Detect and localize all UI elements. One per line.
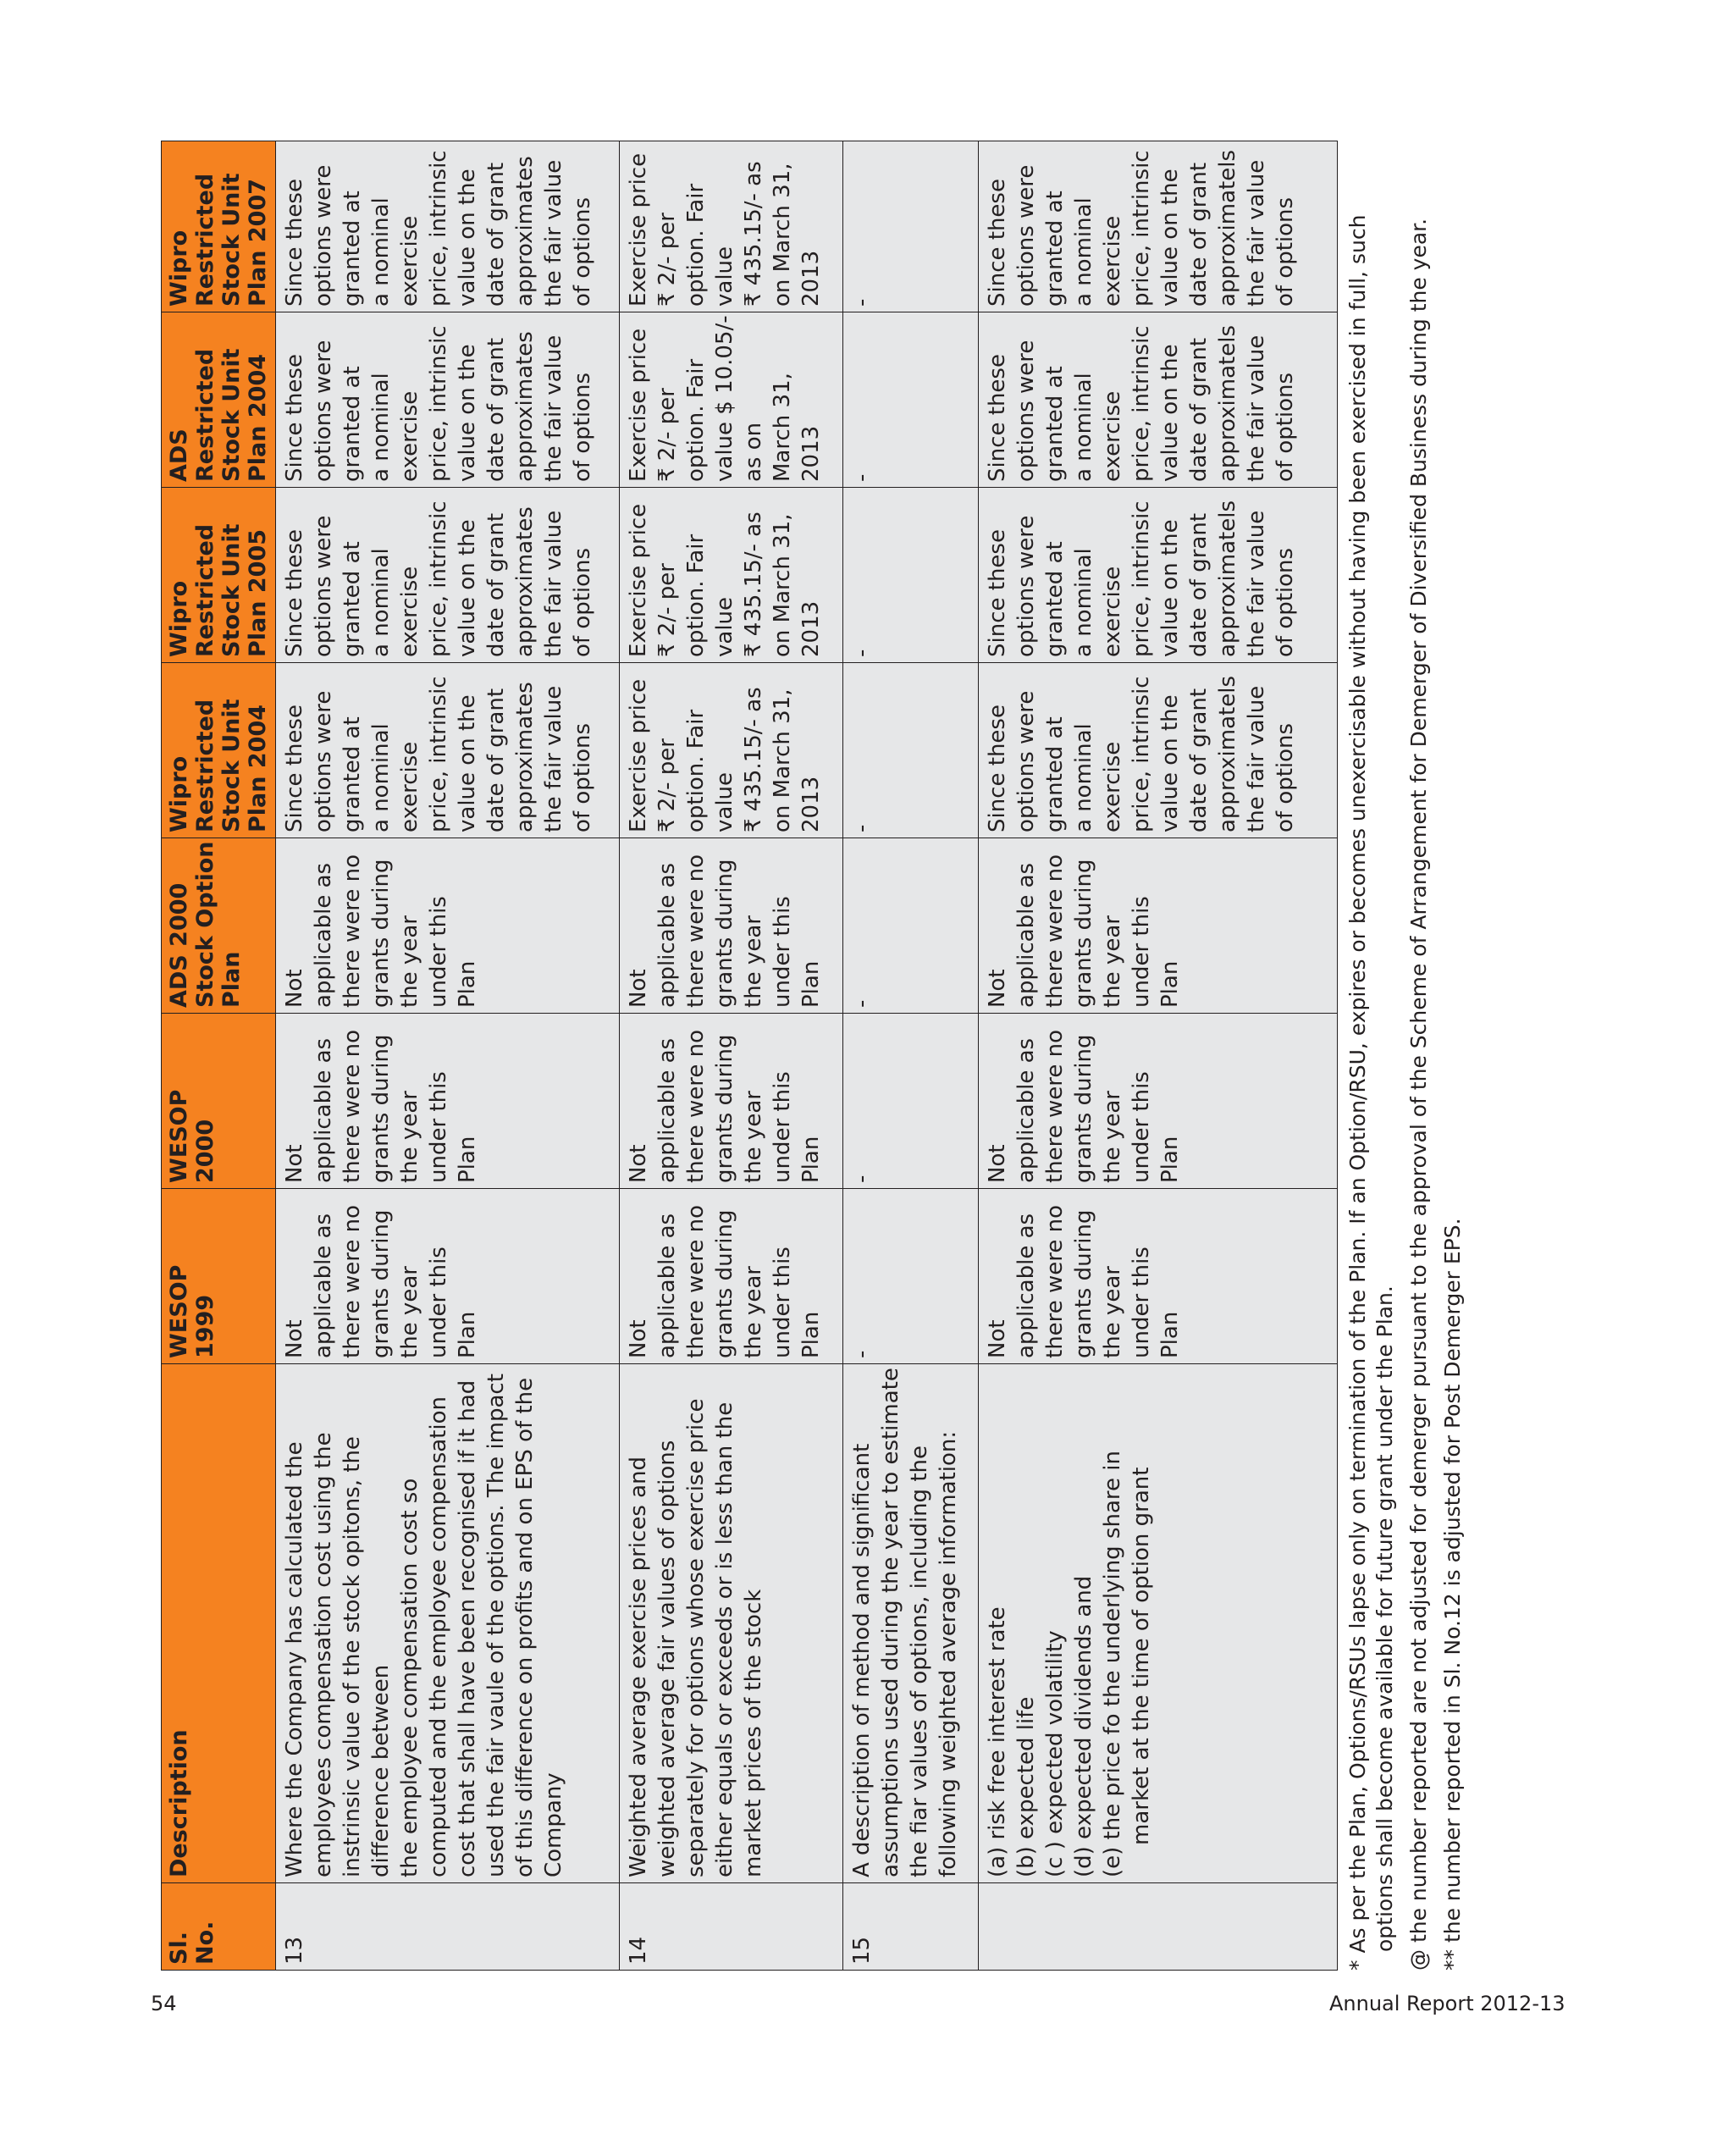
text-line: (a) risk free interest rate (985, 1606, 1010, 1877)
text-line: the year (741, 1266, 766, 1358)
text-line: on March 31, (770, 163, 795, 307)
footnote-line-2: options shall become available for future grant under the Plan. (1372, 1285, 1397, 1952)
header-wrsu-2005 (162, 488, 276, 663)
text-line: A description of method and significant (849, 1443, 875, 1877)
wesop-2000-cell (620, 1014, 843, 1189)
wrsu-2005-cell (620, 488, 843, 663)
text-line: market at the time of option grant (1129, 1467, 1154, 1845)
text-line: difference between (368, 1664, 394, 1877)
text-line: applicable as (311, 862, 336, 1008)
text-line: approximatels (1215, 500, 1240, 657)
text-line: under this (1129, 1247, 1154, 1358)
text-line: Exercise price (626, 678, 651, 832)
text-line: Plan (798, 1311, 824, 1358)
text-line: Since these (282, 179, 307, 307)
text-line: Not (985, 969, 1010, 1008)
text-line: option. Fair (683, 533, 709, 657)
text-line: applicable as (1013, 1037, 1039, 1183)
text-line: Not (282, 969, 307, 1008)
text-line: date of grant (483, 512, 509, 657)
text-line: the year (741, 915, 766, 1008)
text-line: there were no (683, 1029, 709, 1183)
text-line: Since these (985, 354, 1010, 482)
text-line: applicable as (311, 1213, 336, 1358)
text-line: value (712, 596, 737, 657)
wrsu-2005-cell: - (843, 488, 979, 663)
text-line: 2013 (798, 776, 824, 832)
text-line: there were no (1042, 1029, 1068, 1183)
text-line: options were (1013, 690, 1039, 832)
text-line: date of grant (1186, 512, 1212, 657)
table-row (276, 141, 620, 1971)
text-line: grants during (1071, 859, 1096, 1008)
text-line: Wipro (166, 755, 192, 832)
text-line: Since these (282, 529, 307, 657)
text-line: applicable as (654, 1037, 680, 1183)
table-header-row (162, 141, 276, 1971)
text-line: exercise (1100, 741, 1125, 832)
text-line: approximates (512, 331, 538, 482)
text-line: Restricted (192, 348, 218, 482)
text-line: date of grant (483, 337, 509, 482)
text-line: options were (1013, 515, 1039, 657)
text-line: of options (1273, 196, 1298, 307)
text-line: ₹ 435.15/- as (741, 511, 766, 657)
text-line: the fair value (1244, 159, 1269, 307)
text-line: the year (1100, 1091, 1125, 1183)
text-line: Wipro (166, 229, 192, 307)
text-line: there were no (340, 1029, 365, 1183)
text-line: options were (1013, 164, 1039, 307)
text-line: exercise (397, 215, 422, 307)
text-line: approximates (512, 156, 538, 307)
text-line: of options (1273, 372, 1298, 482)
text-line: approximatels (1215, 325, 1240, 482)
header-description: Description (162, 1364, 276, 1883)
text-line: a nominal (1071, 548, 1096, 657)
wrsu-2007-cell (979, 141, 1338, 312)
text-line: options were (311, 515, 336, 657)
text-line: there were no (683, 1204, 709, 1358)
text-line: granted at (1042, 541, 1068, 657)
text-line: weighted average fair values of options (654, 1440, 680, 1877)
text-line: grants during (1071, 1209, 1096, 1358)
text-line: option. Fair (683, 358, 709, 482)
text-line: the fair value (1244, 685, 1269, 832)
text-line: a nominal (368, 548, 394, 657)
text-line: value $ 10.05/- (712, 315, 737, 482)
text-line: under this (770, 1247, 795, 1358)
wrsu-2004-cell: - (843, 663, 979, 838)
wrsu-2004-cell (276, 663, 620, 838)
text-line: value on the (1157, 344, 1183, 482)
text-line: options were (1013, 340, 1039, 482)
text-line: there were no (1042, 854, 1068, 1008)
header-wesop-1999: WESOP 1999 (162, 1189, 276, 1364)
text-line: approximates (512, 682, 538, 832)
text-line: grants during (1071, 1034, 1096, 1183)
text-line: approximatels (1215, 150, 1240, 307)
text-line: Plan (455, 1311, 480, 1358)
text-line: under this (426, 1247, 451, 1358)
text-line: following weighted average information: (936, 1430, 961, 1877)
text-line: price, intrinsic (1129, 676, 1154, 832)
text-line: of this difference on profits and on EPS of the (512, 1377, 538, 1877)
text-line: either equals or exceeds or is less than the (712, 1401, 737, 1877)
text-line: March 31, (770, 373, 795, 482)
rotated-page-content (161, 141, 1734, 1971)
adsrsu-2004-cell (620, 312, 843, 488)
ads-2000-cell (276, 838, 620, 1014)
text-line: there were no (340, 1204, 365, 1358)
description-cell (276, 1364, 620, 1883)
text-line: there were no (340, 854, 365, 1008)
text-line: Not (985, 1319, 1010, 1358)
text-line: a nominal (368, 373, 394, 482)
wesop-2000-cell (979, 1014, 1338, 1189)
text-line: value on the (1157, 169, 1183, 307)
text-line: Not (282, 1319, 307, 1358)
text-line: the fair value (541, 510, 566, 657)
header-ads-2000 (162, 838, 276, 1014)
text-line: the fair value (541, 334, 566, 482)
text-line: of options (1273, 722, 1298, 832)
wrsu-2007-cell: - (843, 141, 979, 312)
text-line: Exercise price (626, 328, 651, 482)
text-line: under this (1129, 1071, 1154, 1183)
page-number: 54 (151, 1992, 177, 2015)
text-line: price, intrinsic (426, 676, 451, 832)
text-line: price, intrinsic (1129, 325, 1154, 482)
text-line: exercise (1100, 566, 1125, 657)
text-line: Stock Unit (218, 699, 245, 832)
text-line: a nominal (368, 197, 394, 307)
text-line: Restricted (192, 699, 218, 832)
text-line: Not (985, 1144, 1010, 1183)
text-line: ₹ 2/- per (654, 738, 680, 832)
text-line: price, intrinsic (1129, 150, 1154, 307)
text-line: granted at (1042, 191, 1068, 307)
text-line: applicable as (654, 862, 680, 1008)
text-line: grants during (712, 859, 737, 1008)
text-line: value (712, 246, 737, 307)
text-line: Since these (985, 705, 1010, 832)
text-line: applicable as (1013, 1213, 1039, 1358)
text-line: (e) the price fo the underlying share in (1100, 1451, 1125, 1877)
text-line: of options (570, 547, 595, 657)
text-line: date of grant (483, 688, 509, 832)
text-line: under this (1129, 896, 1154, 1008)
text-line: Plan (1157, 1136, 1183, 1183)
text-line: ₹ 2/- per (654, 388, 680, 482)
text-line: option. Fair (683, 183, 709, 307)
text-line: price, intrinsic (426, 325, 451, 482)
text-line: ₹ 435.15/- as (741, 161, 766, 307)
text-line: the year (1100, 915, 1125, 1008)
wesop-1999-cell (979, 1189, 1338, 1364)
text-line: Wipro (166, 580, 192, 657)
ads-2000-cell: - (843, 838, 979, 1014)
text-line: Restricted (192, 173, 218, 307)
text-line: (d) expected dividends and (1071, 1575, 1096, 1877)
text-line: on March 31, (770, 688, 795, 832)
text-line: option. Fair (683, 709, 709, 832)
text-line: granted at (1042, 366, 1068, 482)
description-cell (979, 1364, 1338, 1883)
text-line: the year (397, 915, 422, 1008)
text-line: exercise (1100, 215, 1125, 307)
table-row (620, 141, 843, 1971)
text-line: the employee compensation cost so (397, 1478, 422, 1877)
text-line: Plan (1157, 960, 1183, 1008)
text-line: applicable as (1013, 862, 1039, 1008)
text-line: (c ) expected volatility (1042, 1630, 1068, 1877)
ads-2000-cell (979, 838, 1338, 1014)
text-line: Stock Option (192, 841, 218, 1008)
text-line: Company (541, 1772, 566, 1877)
text-line: Stock Unit (218, 348, 245, 482)
text-line: of options (570, 722, 595, 832)
text-line: assumptions used during the year to estimate (878, 1368, 903, 1877)
text-line: cost that shall have been recognised if it had (455, 1379, 480, 1877)
header-wrsu-2007 (162, 141, 276, 312)
text-line: used the fair vaule of the options. The impact (483, 1374, 509, 1877)
text-line: under this (770, 1071, 795, 1183)
text-line: Plan (218, 951, 245, 1008)
text-line: computed and the employee compensation (426, 1396, 451, 1877)
text-line: Plan (798, 960, 824, 1008)
text-line: options were (311, 340, 336, 482)
text-line: 2013 (798, 600, 824, 657)
text-line: value on the (455, 694, 480, 832)
text-line: date of grant (1186, 337, 1212, 482)
wesop-1999-cell: - (843, 1189, 979, 1364)
text-line: Sl. (166, 1932, 192, 1965)
text-line: granted at (340, 541, 365, 657)
text-line: Plan (455, 960, 480, 1008)
text-line: the fair value (541, 159, 566, 307)
text-line: date of grant (1186, 162, 1212, 307)
text-line: there were no (1042, 1204, 1068, 1358)
text-line: Since these (985, 179, 1010, 307)
text-line: Exercise price (626, 503, 651, 657)
text-line: Plan 2005 (245, 528, 271, 657)
text-line: Since these (282, 705, 307, 832)
text-line: approximates (512, 506, 538, 657)
text-line: Stock Unit (218, 523, 245, 657)
text-line: under this (426, 896, 451, 1008)
text-line: granted at (340, 366, 365, 482)
text-line: value on the (455, 519, 480, 657)
adsrsu-2004-cell (276, 312, 620, 488)
text-line: market prices of the stock (741, 1589, 766, 1877)
text-line: Plan (455, 1136, 480, 1183)
sl-no-cell: 14 (620, 1883, 843, 1971)
text-line: Plan 2004 (245, 353, 271, 482)
text-line: of options (1273, 547, 1298, 657)
text-line: (b) expected life (1013, 1696, 1039, 1877)
header-wrsu-2004 (162, 663, 276, 838)
text-line: of options (570, 372, 595, 482)
text-line: the fair value (1244, 334, 1269, 482)
text-line: granted at (340, 191, 365, 307)
esop-disclosure-table (161, 141, 1338, 1971)
text-line: Not (626, 1144, 651, 1183)
text-line: No. (192, 1921, 218, 1965)
wrsu-2005-cell (276, 488, 620, 663)
footnote-options-lapse (1345, 141, 1399, 1971)
text-line: Not (626, 969, 651, 1008)
text-line: Plan 2004 (245, 704, 271, 832)
text-line: price, intrinsic (426, 150, 451, 307)
text-line: under this (426, 1071, 451, 1183)
text-line: Not (282, 1144, 307, 1183)
wrsu-2007-cell (276, 141, 620, 312)
sl-no-cell: 13 (276, 1883, 620, 1971)
text-line: value on the (455, 344, 480, 482)
text-line: the fair value (1244, 510, 1269, 657)
text-line: grants during (712, 1209, 737, 1358)
wrsu-2004-cell (979, 663, 1338, 838)
text-line: options were (311, 690, 336, 832)
text-line: value on the (455, 169, 480, 307)
text-line: ₹ 2/- per (654, 563, 680, 657)
text-line: granted at (340, 716, 365, 832)
text-line: options were (311, 164, 336, 307)
text-line: under this (770, 896, 795, 1008)
text-line: exercise (397, 566, 422, 657)
text-line: ₹ 435.15/- as (741, 687, 766, 832)
text-line: Weighted average exercise prices and (626, 1456, 651, 1877)
text-line: grants during (368, 859, 394, 1008)
footnote-eps: ** the number reported in Sl. No.12 is adjusted for Post Demerger EPS. (1440, 1218, 1465, 1971)
wesop-1999-cell (276, 1189, 620, 1364)
text-line: grants during (368, 1209, 394, 1358)
text-line: the year (1100, 1266, 1125, 1358)
text-line: Plan 2007 (245, 178, 271, 307)
text-line: Plan (1157, 1311, 1183, 1358)
text-line: Restricted (192, 523, 218, 657)
text-line: Not (626, 1319, 651, 1358)
text-line: approximatels (1215, 676, 1240, 832)
header-wesop-2000: WESOP 2000 (162, 1014, 276, 1189)
text-line: value on the (1157, 694, 1183, 832)
description-cell (620, 1364, 843, 1883)
wesop-1999-cell (620, 1189, 843, 1364)
sl-no-cell: 15 (843, 1883, 979, 1971)
text-line: Where the Company has calculated the (282, 1441, 307, 1877)
footnote-demerger: @ the number reported are not adjusted for demerger pursuant to the approval of the Scheme of Arrangement for Demerger of Diversified Business during the year. (1406, 218, 1431, 1971)
text-line: applicable as (311, 1037, 336, 1183)
text-line: applicable as (654, 1213, 680, 1358)
adsrsu-2004-cell: - (843, 312, 979, 488)
text-line: exercise (1100, 390, 1125, 482)
text-line: the fiar values of options, including the (907, 1446, 932, 1877)
text-line: Exercise price (626, 152, 651, 307)
wesop-2000-cell: - (843, 1014, 979, 1189)
text-line: value (712, 771, 737, 832)
header-sl-no (162, 1883, 276, 1971)
text-line: a nominal (368, 723, 394, 832)
sl-no-cell (979, 1883, 1338, 1971)
text-line: there were no (683, 854, 709, 1008)
ads-2000-cell (620, 838, 843, 1014)
text-line: grants during (368, 1034, 394, 1183)
wrsu-2007-cell (620, 141, 843, 312)
text-line: date of grant (1186, 688, 1212, 832)
wrsu-2005-cell (979, 488, 1338, 663)
text-line: the fair value (541, 685, 566, 832)
text-line: of options (570, 196, 595, 307)
text-line: Since these (985, 529, 1010, 657)
text-line: Stock Unit (218, 173, 245, 307)
text-line: ADS (166, 428, 192, 482)
text-line: Plan (798, 1136, 824, 1183)
table-row (979, 141, 1338, 1971)
table-row (843, 141, 979, 1971)
footnote-line-1: * As per the Plan, Options/RSUs lapse only on termination of the Plan. If an Option/RSU, expires or becomes unexercisable without having been exercised in full, such (1345, 214, 1370, 1971)
wrsu-2004-cell (620, 663, 843, 838)
text-line: the year (397, 1266, 422, 1358)
text-line: Since these (282, 354, 307, 482)
text-line: ₹ 2/- per (654, 213, 680, 307)
text-line: ADS 2000 (166, 882, 192, 1008)
text-line: on March 31, (770, 513, 795, 657)
text-line: a nominal (1071, 723, 1096, 832)
text-line: instrinsic value of the stock opitons, the (340, 1436, 365, 1877)
text-line: a nominal (1071, 373, 1096, 482)
text-line: the year (741, 1091, 766, 1183)
text-line: price, intrinsic (1129, 500, 1154, 657)
text-line: grants during (712, 1034, 737, 1183)
running-title: Annual Report 2012-13 (1329, 1992, 1566, 2015)
text-line: exercise (397, 741, 422, 832)
text-line: the year (397, 1091, 422, 1183)
header-adsrsu-2004 (162, 312, 276, 488)
text-line: date of grant (483, 162, 509, 307)
text-line: value on the (1157, 519, 1183, 657)
wesop-2000-cell (276, 1014, 620, 1189)
text-line: separately for options whose exercise price (683, 1398, 709, 1877)
adsrsu-2004-cell (979, 312, 1338, 488)
text-line: 2013 (798, 250, 824, 307)
text-line: price, intrinsic (426, 500, 451, 657)
text-line: 2013 (798, 425, 824, 482)
text-line: exercise (397, 390, 422, 482)
text-line: a nominal (1071, 197, 1096, 307)
text-line: employees compensation cost using the (311, 1432, 336, 1877)
text-line: as on (741, 422, 766, 482)
text-line: granted at (1042, 716, 1068, 832)
description-cell (843, 1364, 979, 1883)
